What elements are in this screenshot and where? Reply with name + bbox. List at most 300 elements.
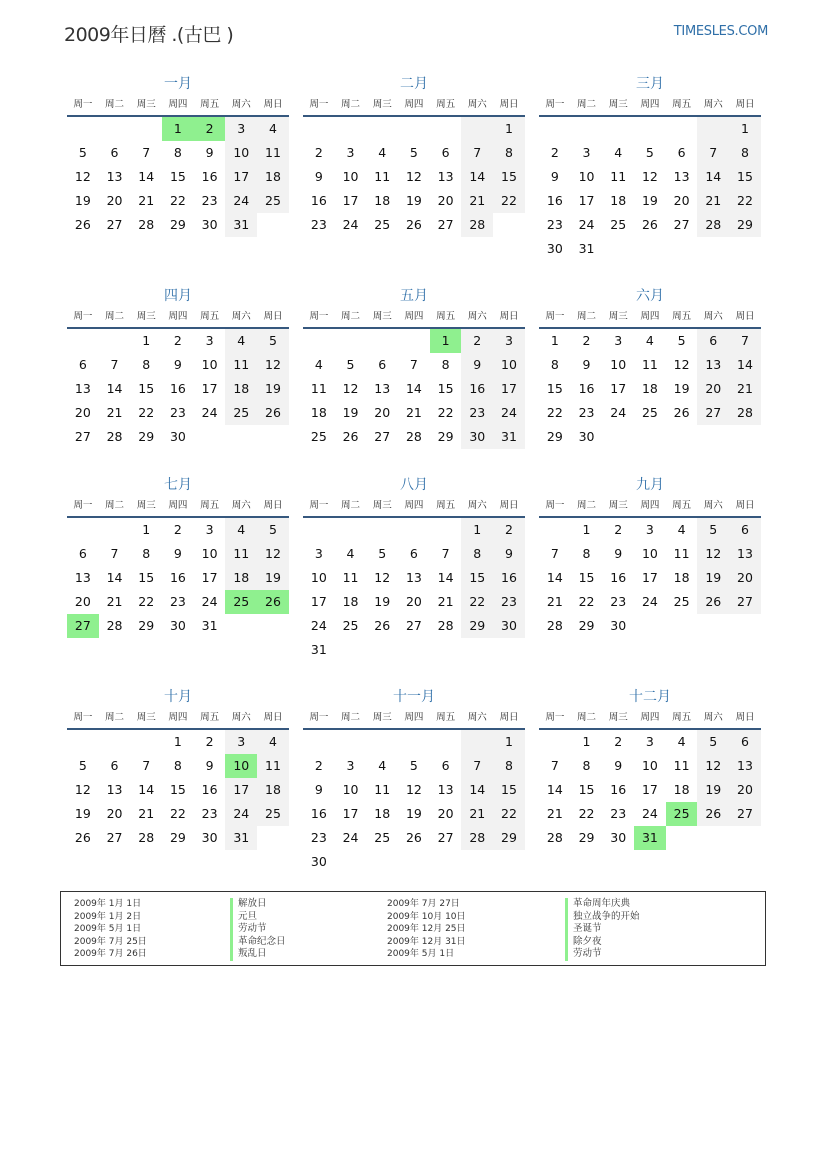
- day-cell[interactable]: 2: [493, 518, 525, 542]
- day-cell[interactable]: 23: [493, 590, 525, 614]
- day-cell[interactable]: 29: [729, 213, 761, 237]
- day-cell[interactable]: 30: [169, 618, 186, 633]
- day-cell[interactable]: 10: [641, 758, 658, 773]
- day-cell[interactable]: 26: [405, 217, 422, 232]
- holiday-day-cell[interactable]: 2: [194, 117, 226, 141]
- day-cell[interactable]: 1: [550, 333, 559, 348]
- day-cell[interactable]: 28: [546, 618, 563, 633]
- day-cell[interactable]: 2: [582, 333, 591, 348]
- day-cell[interactable]: 13: [374, 381, 391, 396]
- day-cell[interactable]: 24: [493, 401, 525, 425]
- day-cell[interactable]: 9: [314, 169, 323, 184]
- day-cell[interactable]: 30: [546, 241, 563, 256]
- holiday-day-cell[interactable]: 1: [162, 117, 194, 141]
- day-cell[interactable]: 12: [74, 169, 91, 184]
- day-cell[interactable]: 19: [673, 381, 690, 396]
- day-cell[interactable]: 27: [106, 830, 123, 845]
- day-cell[interactable]: 14: [546, 570, 563, 585]
- day-cell[interactable]: 21: [437, 594, 454, 609]
- day-cell[interactable]: 19: [257, 377, 289, 401]
- day-cell[interactable]: 8: [173, 758, 182, 773]
- day-cell[interactable]: 26: [342, 429, 359, 444]
- day-cell[interactable]: 15: [546, 381, 563, 396]
- day-cell[interactable]: 31: [578, 241, 595, 256]
- day-cell[interactable]: 24: [641, 594, 658, 609]
- day-cell[interactable]: 12: [673, 357, 690, 372]
- day-cell[interactable]: 15: [493, 778, 525, 802]
- day-cell[interactable]: 22: [461, 590, 493, 614]
- day-cell[interactable]: 11: [310, 381, 327, 396]
- day-cell[interactable]: 15: [461, 566, 493, 590]
- day-cell[interactable]: 24: [225, 189, 257, 213]
- day-cell[interactable]: 15: [138, 381, 155, 396]
- day-cell[interactable]: 29: [437, 429, 454, 444]
- day-cell[interactable]: 20: [74, 594, 91, 609]
- day-cell[interactable]: 6: [729, 518, 761, 542]
- day-cell[interactable]: 9: [205, 758, 214, 773]
- day-cell[interactable]: 24: [578, 217, 595, 232]
- day-cell[interactable]: 7: [409, 357, 418, 372]
- day-cell[interactable]: 11: [225, 353, 257, 377]
- day-cell[interactable]: 3: [582, 145, 591, 160]
- day-cell[interactable]: 4: [677, 734, 686, 749]
- holiday-day-cell[interactable]: 25: [225, 590, 257, 614]
- day-cell[interactable]: 17: [225, 165, 257, 189]
- day-cell[interactable]: 22: [138, 594, 155, 609]
- day-cell[interactable]: 30: [610, 618, 627, 633]
- day-cell[interactable]: 23: [201, 193, 218, 208]
- day-cell[interactable]: 20: [74, 405, 91, 420]
- day-cell[interactable]: 3: [346, 145, 355, 160]
- day-cell[interactable]: 4: [378, 145, 387, 160]
- day-cell[interactable]: 1: [582, 734, 591, 749]
- day-cell[interactable]: 24: [342, 830, 359, 845]
- day-cell[interactable]: 15: [169, 169, 186, 184]
- day-cell[interactable]: 4: [225, 329, 257, 353]
- day-cell[interactable]: 23: [610, 806, 627, 821]
- day-cell[interactable]: 28: [461, 213, 493, 237]
- day-cell[interactable]: 7: [550, 546, 559, 561]
- day-cell[interactable]: 2: [314, 145, 323, 160]
- day-cell[interactable]: 8: [550, 357, 559, 372]
- day-cell[interactable]: 24: [610, 405, 627, 420]
- day-cell[interactable]: 27: [697, 401, 729, 425]
- day-cell[interactable]: 20: [437, 806, 454, 821]
- day-cell[interactable]: 21: [729, 377, 761, 401]
- day-cell[interactable]: 6: [677, 145, 686, 160]
- day-cell[interactable]: 17: [641, 570, 658, 585]
- day-cell[interactable]: 24: [342, 217, 359, 232]
- day-cell[interactable]: 7: [697, 141, 729, 165]
- day-cell[interactable]: 19: [405, 193, 422, 208]
- day-cell[interactable]: 5: [78, 758, 87, 773]
- day-cell[interactable]: 28: [729, 401, 761, 425]
- day-cell[interactable]: 14: [138, 169, 155, 184]
- day-cell[interactable]: 16: [546, 193, 563, 208]
- day-cell[interactable]: 16: [610, 782, 627, 797]
- day-cell[interactable]: 9: [582, 357, 591, 372]
- day-cell[interactable]: 11: [257, 754, 289, 778]
- day-cell[interactable]: 13: [729, 542, 761, 566]
- day-cell[interactable]: 21: [546, 594, 563, 609]
- day-cell[interactable]: 15: [493, 165, 525, 189]
- day-cell[interactable]: 18: [310, 405, 327, 420]
- day-cell[interactable]: 6: [729, 730, 761, 754]
- day-cell[interactable]: 16: [169, 381, 186, 396]
- day-cell[interactable]: 20: [729, 778, 761, 802]
- day-cell[interactable]: 2: [614, 522, 623, 537]
- day-cell[interactable]: 7: [461, 141, 493, 165]
- day-cell[interactable]: 31: [310, 642, 327, 657]
- day-cell[interactable]: 10: [641, 546, 658, 561]
- day-cell[interactable]: 1: [173, 734, 182, 749]
- day-cell[interactable]: 3: [225, 730, 257, 754]
- day-cell[interactable]: 3: [314, 546, 323, 561]
- day-cell[interactable]: 30: [610, 830, 627, 845]
- day-cell[interactable]: 10: [493, 353, 525, 377]
- day-cell[interactable]: 13: [437, 782, 454, 797]
- day-cell[interactable]: 1: [461, 518, 493, 542]
- day-cell[interactable]: 18: [374, 193, 391, 208]
- day-cell[interactable]: 25: [374, 830, 391, 845]
- day-cell[interactable]: 19: [74, 806, 91, 821]
- day-cell[interactable]: 3: [346, 758, 355, 773]
- day-cell[interactable]: 8: [493, 754, 525, 778]
- holiday-day-cell[interactable]: 27: [67, 614, 99, 638]
- day-cell[interactable]: 21: [138, 806, 155, 821]
- day-cell[interactable]: 16: [310, 806, 327, 821]
- day-cell[interactable]: 14: [106, 570, 123, 585]
- day-cell[interactable]: 23: [310, 830, 327, 845]
- day-cell[interactable]: 22: [546, 405, 563, 420]
- day-cell[interactable]: 17: [578, 193, 595, 208]
- day-cell[interactable]: 13: [437, 169, 454, 184]
- day-cell[interactable]: 19: [257, 566, 289, 590]
- day-cell[interactable]: 25: [225, 401, 257, 425]
- day-cell[interactable]: 6: [110, 145, 119, 160]
- day-cell[interactable]: 17: [493, 377, 525, 401]
- day-cell[interactable]: 27: [74, 429, 91, 444]
- day-cell[interactable]: 28: [138, 830, 155, 845]
- day-cell[interactable]: 6: [110, 758, 119, 773]
- day-cell[interactable]: 12: [257, 353, 289, 377]
- day-cell[interactable]: 4: [346, 546, 355, 561]
- day-cell[interactable]: 17: [201, 381, 218, 396]
- day-cell[interactable]: 17: [310, 594, 327, 609]
- day-cell[interactable]: 27: [729, 802, 761, 826]
- day-cell[interactable]: 30: [201, 830, 218, 845]
- day-cell[interactable]: 3: [205, 333, 214, 348]
- day-cell[interactable]: 30: [493, 614, 525, 638]
- day-cell[interactable]: 8: [582, 758, 591, 773]
- day-cell[interactable]: 9: [614, 758, 623, 773]
- day-cell[interactable]: 5: [409, 145, 418, 160]
- day-cell[interactable]: 10: [610, 357, 627, 372]
- day-cell[interactable]: 30: [169, 429, 186, 444]
- day-cell[interactable]: 10: [225, 141, 257, 165]
- day-cell[interactable]: 12: [374, 570, 391, 585]
- day-cell[interactable]: 6: [697, 329, 729, 353]
- day-cell[interactable]: 24: [225, 802, 257, 826]
- day-cell[interactable]: 15: [729, 165, 761, 189]
- day-cell[interactable]: 16: [461, 377, 493, 401]
- day-cell[interactable]: 20: [374, 405, 391, 420]
- day-cell[interactable]: 2: [173, 333, 182, 348]
- day-cell[interactable]: 28: [106, 429, 123, 444]
- day-cell[interactable]: 27: [673, 217, 690, 232]
- day-cell[interactable]: 23: [201, 806, 218, 821]
- day-cell[interactable]: 27: [437, 217, 454, 232]
- day-cell[interactable]: 9: [205, 145, 214, 160]
- day-cell[interactable]: 13: [673, 169, 690, 184]
- day-cell[interactable]: 20: [106, 806, 123, 821]
- day-cell[interactable]: 25: [673, 594, 690, 609]
- day-cell[interactable]: 11: [673, 546, 690, 561]
- day-cell[interactable]: 16: [310, 193, 327, 208]
- day-cell[interactable]: 17: [641, 782, 658, 797]
- day-cell[interactable]: 8: [142, 357, 151, 372]
- day-cell[interactable]: 3: [645, 522, 654, 537]
- day-cell[interactable]: 18: [610, 193, 627, 208]
- day-cell[interactable]: 6: [409, 546, 418, 561]
- day-cell[interactable]: 23: [310, 217, 327, 232]
- day-cell[interactable]: 7: [441, 546, 450, 561]
- day-cell[interactable]: 21: [106, 594, 123, 609]
- day-cell[interactable]: 9: [550, 169, 559, 184]
- day-cell[interactable]: 20: [729, 566, 761, 590]
- holiday-day-cell[interactable]: 26: [257, 590, 289, 614]
- day-cell[interactable]: 11: [374, 169, 391, 184]
- day-cell[interactable]: 4: [677, 522, 686, 537]
- day-cell[interactable]: 19: [374, 594, 391, 609]
- day-cell[interactable]: 22: [578, 594, 595, 609]
- day-cell[interactable]: 26: [257, 401, 289, 425]
- day-cell[interactable]: 18: [225, 566, 257, 590]
- day-cell[interactable]: 16: [169, 570, 186, 585]
- day-cell[interactable]: 4: [378, 758, 387, 773]
- day-cell[interactable]: 8: [461, 542, 493, 566]
- day-cell[interactable]: 24: [201, 405, 218, 420]
- day-cell[interactable]: 22: [169, 193, 186, 208]
- day-cell[interactable]: 25: [342, 618, 359, 633]
- day-cell[interactable]: 18: [641, 381, 658, 396]
- day-cell[interactable]: 16: [201, 782, 218, 797]
- day-cell[interactable]: 22: [493, 189, 525, 213]
- day-cell[interactable]: 5: [645, 145, 654, 160]
- day-cell[interactable]: 19: [342, 405, 359, 420]
- day-cell[interactable]: 31: [225, 213, 257, 237]
- day-cell[interactable]: 10: [342, 782, 359, 797]
- day-cell[interactable]: 13: [74, 570, 91, 585]
- day-cell[interactable]: 21: [461, 802, 493, 826]
- day-cell[interactable]: 12: [342, 381, 359, 396]
- day-cell[interactable]: 11: [641, 357, 658, 372]
- day-cell[interactable]: 12: [697, 754, 729, 778]
- day-cell[interactable]: 7: [110, 357, 119, 372]
- day-cell[interactable]: 26: [74, 830, 91, 845]
- day-cell[interactable]: 8: [142, 546, 151, 561]
- day-cell[interactable]: 4: [225, 518, 257, 542]
- day-cell[interactable]: 31: [201, 618, 218, 633]
- day-cell[interactable]: 25: [641, 405, 658, 420]
- day-cell[interactable]: 5: [257, 518, 289, 542]
- day-cell[interactable]: 18: [374, 806, 391, 821]
- day-cell[interactable]: 18: [225, 377, 257, 401]
- day-cell[interactable]: 21: [461, 189, 493, 213]
- day-cell[interactable]: 16: [578, 381, 595, 396]
- day-cell[interactable]: 16: [493, 566, 525, 590]
- day-cell[interactable]: 4: [257, 117, 289, 141]
- day-cell[interactable]: 15: [578, 570, 595, 585]
- day-cell[interactable]: 3: [493, 329, 525, 353]
- day-cell[interactable]: 21: [697, 189, 729, 213]
- holiday-day-cell[interactable]: 10: [225, 754, 257, 778]
- day-cell[interactable]: 25: [374, 217, 391, 232]
- day-cell[interactable]: 5: [409, 758, 418, 773]
- day-cell[interactable]: 1: [493, 730, 525, 754]
- day-cell[interactable]: 23: [578, 405, 595, 420]
- day-cell[interactable]: 14: [461, 778, 493, 802]
- day-cell[interactable]: 4: [645, 333, 654, 348]
- day-cell[interactable]: 10: [201, 546, 218, 561]
- day-cell[interactable]: 23: [610, 594, 627, 609]
- day-cell[interactable]: 7: [110, 546, 119, 561]
- day-cell[interactable]: 28: [405, 429, 422, 444]
- day-cell[interactable]: 27: [405, 618, 422, 633]
- day-cell[interactable]: 27: [106, 217, 123, 232]
- day-cell[interactable]: 20: [673, 193, 690, 208]
- day-cell[interactable]: 9: [314, 782, 323, 797]
- day-cell[interactable]: 25: [257, 189, 289, 213]
- day-cell[interactable]: 23: [461, 401, 493, 425]
- day-cell[interactable]: 9: [493, 542, 525, 566]
- day-cell[interactable]: 26: [673, 405, 690, 420]
- day-cell[interactable]: 15: [138, 570, 155, 585]
- day-cell[interactable]: 1: [142, 333, 151, 348]
- day-cell[interactable]: 27: [437, 830, 454, 845]
- day-cell[interactable]: 23: [169, 405, 186, 420]
- day-cell[interactable]: 10: [201, 357, 218, 372]
- day-cell[interactable]: 12: [641, 169, 658, 184]
- site-link[interactable]: TIMESLES.COM: [673, 24, 768, 39]
- day-cell[interactable]: 20: [106, 193, 123, 208]
- day-cell[interactable]: 30: [201, 217, 218, 232]
- day-cell[interactable]: 14: [106, 381, 123, 396]
- day-cell[interactable]: 14: [546, 782, 563, 797]
- day-cell[interactable]: 7: [729, 329, 761, 353]
- day-cell[interactable]: 24: [310, 618, 327, 633]
- day-cell[interactable]: 15: [437, 381, 454, 396]
- day-cell[interactable]: 19: [405, 806, 422, 821]
- day-cell[interactable]: 10: [578, 169, 595, 184]
- day-cell[interactable]: 9: [461, 353, 493, 377]
- day-cell[interactable]: 29: [546, 429, 563, 444]
- day-cell[interactable]: 12: [697, 542, 729, 566]
- day-cell[interactable]: 11: [257, 141, 289, 165]
- day-cell[interactable]: 17: [201, 570, 218, 585]
- day-cell[interactable]: 15: [169, 782, 186, 797]
- day-cell[interactable]: 7: [550, 758, 559, 773]
- day-cell[interactable]: 7: [461, 754, 493, 778]
- day-cell[interactable]: 10: [342, 169, 359, 184]
- day-cell[interactable]: 8: [441, 357, 450, 372]
- day-cell[interactable]: 26: [405, 830, 422, 845]
- day-cell[interactable]: 17: [342, 193, 359, 208]
- day-cell[interactable]: 11: [225, 542, 257, 566]
- day-cell[interactable]: 11: [374, 782, 391, 797]
- day-cell[interactable]: 14: [697, 165, 729, 189]
- day-cell[interactable]: 28: [138, 217, 155, 232]
- day-cell[interactable]: 5: [346, 357, 355, 372]
- day-cell[interactable]: 21: [405, 405, 422, 420]
- day-cell[interactable]: 6: [78, 546, 87, 561]
- day-cell[interactable]: 18: [673, 570, 690, 585]
- day-cell[interactable]: 22: [578, 806, 595, 821]
- day-cell[interactable]: 31: [225, 826, 257, 850]
- day-cell[interactable]: 3: [645, 734, 654, 749]
- day-cell[interactable]: 22: [169, 806, 186, 821]
- day-cell[interactable]: 23: [169, 594, 186, 609]
- day-cell[interactable]: 11: [673, 758, 690, 773]
- day-cell[interactable]: 14: [437, 570, 454, 585]
- holiday-day-cell[interactable]: 31: [634, 826, 666, 850]
- day-cell[interactable]: 4: [257, 730, 289, 754]
- day-cell[interactable]: 17: [225, 778, 257, 802]
- day-cell[interactable]: 26: [641, 217, 658, 232]
- day-cell[interactable]: 28: [546, 830, 563, 845]
- day-cell[interactable]: 30: [310, 854, 327, 869]
- day-cell[interactable]: 19: [74, 193, 91, 208]
- day-cell[interactable]: 29: [169, 830, 186, 845]
- day-cell[interactable]: 18: [257, 165, 289, 189]
- day-cell[interactable]: 1: [729, 117, 761, 141]
- day-cell[interactable]: 8: [493, 141, 525, 165]
- day-cell[interactable]: 6: [378, 357, 387, 372]
- day-cell[interactable]: 22: [138, 405, 155, 420]
- day-cell[interactable]: 12: [74, 782, 91, 797]
- day-cell[interactable]: 12: [257, 542, 289, 566]
- day-cell[interactable]: 2: [205, 734, 214, 749]
- day-cell[interactable]: 26: [697, 802, 729, 826]
- day-cell[interactable]: 29: [169, 217, 186, 232]
- day-cell[interactable]: 26: [697, 590, 729, 614]
- day-cell[interactable]: 20: [405, 594, 422, 609]
- day-cell[interactable]: 5: [78, 145, 87, 160]
- day-cell[interactable]: 14: [405, 381, 422, 396]
- day-cell[interactable]: 17: [342, 806, 359, 821]
- day-cell[interactable]: 16: [610, 570, 627, 585]
- day-cell[interactable]: 29: [493, 826, 525, 850]
- day-cell[interactable]: 31: [493, 425, 525, 449]
- day-cell[interactable]: 5: [697, 518, 729, 542]
- day-cell[interactable]: 3: [225, 117, 257, 141]
- day-cell[interactable]: 27: [374, 429, 391, 444]
- day-cell[interactable]: 16: [201, 169, 218, 184]
- day-cell[interactable]: 13: [106, 782, 123, 797]
- day-cell[interactable]: 18: [257, 778, 289, 802]
- day-cell[interactable]: 12: [405, 782, 422, 797]
- day-cell[interactable]: 9: [173, 357, 182, 372]
- day-cell[interactable]: 13: [106, 169, 123, 184]
- day-cell[interactable]: 11: [342, 570, 359, 585]
- day-cell[interactable]: 1: [142, 522, 151, 537]
- day-cell[interactable]: 14: [138, 782, 155, 797]
- day-cell[interactable]: 12: [405, 169, 422, 184]
- day-cell[interactable]: 21: [138, 193, 155, 208]
- day-cell[interactable]: 13: [74, 381, 91, 396]
- day-cell[interactable]: 30: [578, 429, 595, 444]
- day-cell[interactable]: 2: [173, 522, 182, 537]
